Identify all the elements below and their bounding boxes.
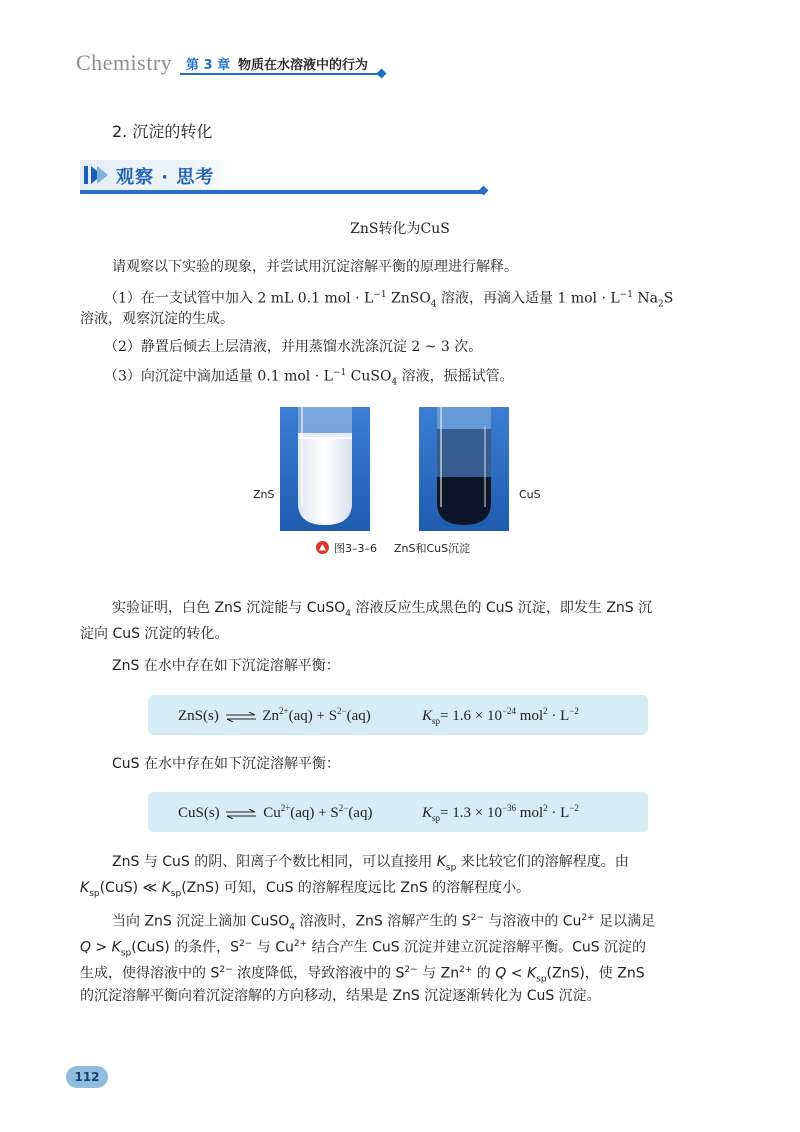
experiment-title: ZnS转化为CuS <box>350 221 450 237</box>
paragraph-1-cont: 淀向 CuS 沉淀的转化。 <box>80 626 229 642</box>
zns-label: ZnS <box>253 488 275 501</box>
figure-caption-number: 图3–3–6 <box>334 542 377 555</box>
paragraph-3-line-2: $Q > K_{sp}(CuS)$ 的条件，$S^{2-}$ 与 $Cu^{2+}$ 结合产生 CuS 沉淀并建立沉淀溶解平衡。CuS 沉淀的 <box>80 939 647 959</box>
page-number: 112 <box>66 1066 108 1088</box>
section-heading: 2. 沉淀的转化 <box>112 122 213 141</box>
cus-equilibrium-intro: CuS 在水中存在如下沉淀溶解平衡： <box>112 756 340 772</box>
equilibrium-arrow-icon <box>225 712 257 722</box>
paragraph-2-cont: $K_{sp}(CuS)$ ≪ $K_{sp}(ZnS)$ 可知，CuS 的溶解程度远比 ZnS 的溶解程度小。 <box>80 880 531 899</box>
book-brand: Chemistry <box>76 50 173 75</box>
observe-title: 观察 · 思考 <box>116 167 215 188</box>
cus-ksp: $K_{sp}= 1.3 \times 10^{-36}$ $mol^2 \cdot L^{-2}$ <box>422 803 579 823</box>
paragraph-3-line-1: 当向 ZnS 沉淀上滴加 CuSO$_4$ 溶液时，ZnS 溶解产生的 $S^{2-}$ 与溶液中的 $Cu^{2+}$ 足以满足 <box>112 913 656 933</box>
paragraph-2: ZnS 与 CuS 的阴、阳离子个数比相同，可以直接用 $K_{sp}$ 来比较它们的溶解程度。由 <box>112 854 629 873</box>
experiment-step-2: （2）静置后倾去上层清液，并用蒸馏水洗涤沉淀 2 ~ 3 次。 <box>104 339 483 355</box>
play-arrow-icon <box>84 164 110 186</box>
zns-ksp: $K_{sp}= 1.6 \times 10^{-24}$ $mol^2 \cdot L^{-2}$ <box>422 706 579 726</box>
experiment-step-1-cont: 溶液，观察沉淀的生成。 <box>80 311 234 327</box>
experiment-step-3: （3）向沉淀中滴加适量 0.1 mol · $L^{-1}$ CuSO$_4$ 溶液，振摇试管。 <box>104 368 514 388</box>
header-diamond <box>377 69 387 79</box>
chapter-number: 第 3 章 <box>186 58 231 73</box>
zns-equilibrium-intro: ZnS 在水中存在如下沉淀溶解平衡： <box>112 658 340 674</box>
zns-equation-box <box>148 695 648 735</box>
cus-label: CuS <box>519 488 541 501</box>
equilibrium-arrow-icon <box>225 809 257 819</box>
zns-tube-photo <box>280 407 370 531</box>
chapter-title: 物质在水溶液中的行为 <box>238 58 369 73</box>
zns-equation: ZnS(s) $Zn^{2+}(aq) + S^{2-}(aq)$ <box>178 706 371 724</box>
cus-equation: CuS(s) $Cu^{2+}(aq) + S^{2-}(aq)$ <box>178 803 373 821</box>
figure-caption-text: ZnS和CuS沉淀 <box>394 542 471 555</box>
experiment-step-1: （1）在一支试管中加入 2 mL 0.1 mol · $L^{-1}$ ZnSO$_4$ 溶液，再滴入适量 1 mol · $L^{-1}$ $Na_2S$ <box>104 290 674 310</box>
observe-banner-rule <box>80 190 485 194</box>
paragraph-3-line-3: 生成，使得溶液中的 $S^{2-}$ 浓度降低，导致溶液中的 $S^{2-}$ 与 $Zn^{2+}$ 的 $Q < K_{sp}(ZnS)$，使 ZnS <box>80 965 645 985</box>
cus-tube-photo <box>419 407 509 531</box>
cus-equation-box <box>148 792 648 832</box>
experiment-intro: 请观察以下实验的现象，并尝试用沉淀溶解平衡的原理进行解释。 <box>112 259 518 275</box>
paragraph-1: 实验证明，白色 ZnS 沉淀能与 CuSO$_4$ 溶液反应生成黑色的 CuS 沉淀，即发生 ZnS 沉 <box>112 600 653 619</box>
figure-triangle-icon <box>316 541 329 554</box>
paragraph-3-line-4: 的沉淀溶解平衡向着沉淀溶解的方向移动，结果是 ZnS 沉淀逐渐转化为 CuS 沉淀。 <box>80 988 601 1004</box>
header-rule <box>180 73 380 75</box>
